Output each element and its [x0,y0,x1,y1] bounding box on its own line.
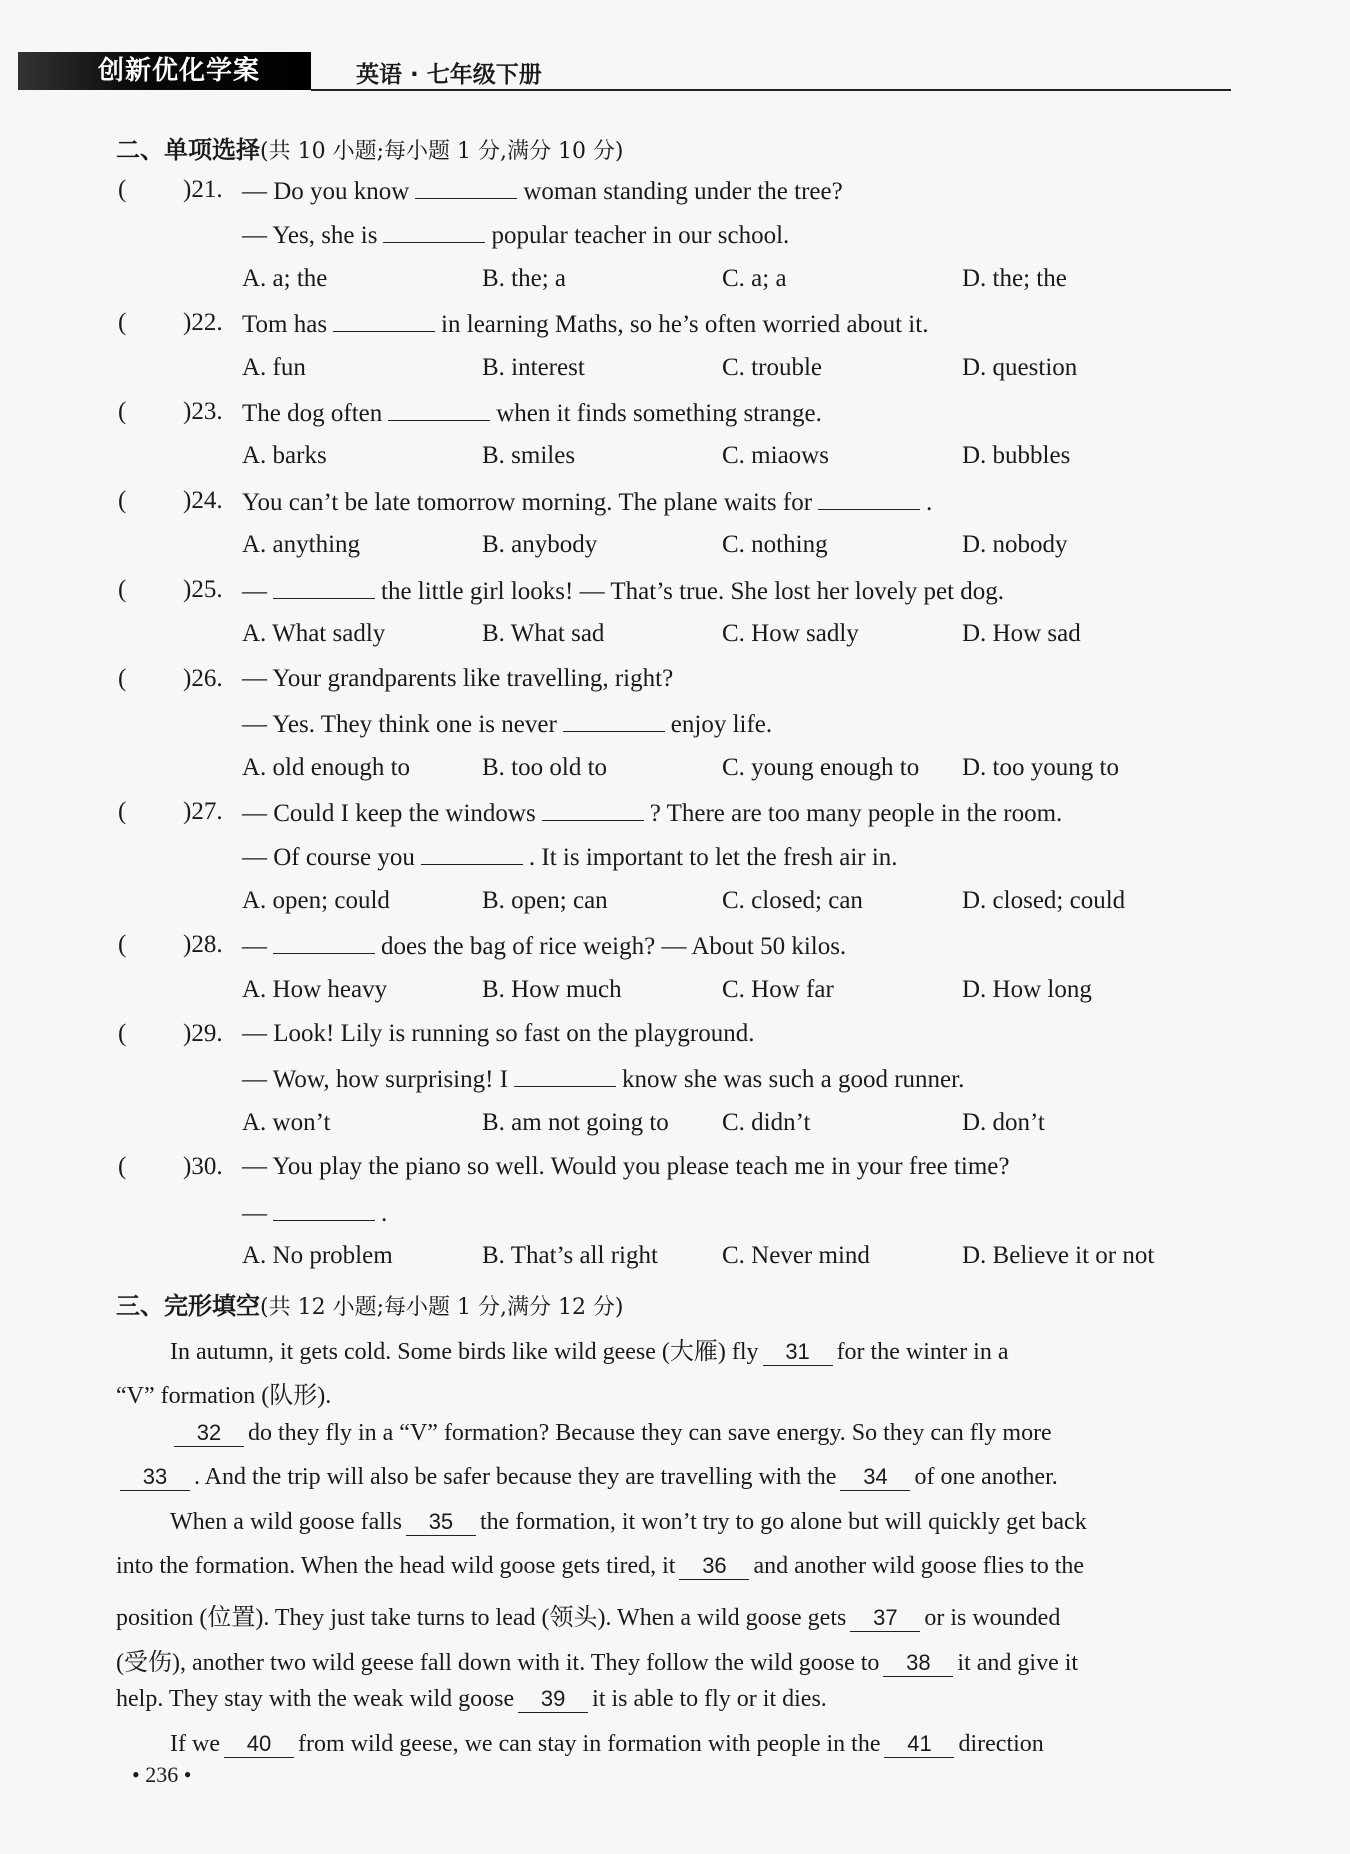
answer-paren[interactable]: ( [118,576,127,603]
option-d[interactable]: D. nobody [962,531,1068,558]
blank[interactable] [818,487,920,510]
cloze-blank-35[interactable]: 35 [406,1509,476,1536]
section-title-cloze: 三、完形填空(共 12 小题;每小题 1 分,满分 12 分) [116,1292,624,1320]
option-c[interactable]: C. didn’t [722,1109,811,1136]
question-line: Tom has in learning Maths, so he’s often worried about it. [242,311,929,338]
blank[interactable] [542,798,644,821]
blank[interactable] [273,931,375,954]
answer-paren[interactable]: ( [118,1020,127,1047]
option-a[interactable]: A. anything [242,531,361,558]
passage-line: If we 40 from wild geese, we can stay in formation with people in the 41 direction [170,1731,1044,1757]
cloze-blank-32[interactable]: 32 [174,1420,244,1447]
option-c[interactable]: C. young enough to [722,754,920,781]
option-a[interactable]: A. old enough to [242,754,411,781]
option-c[interactable]: C. How far [722,976,834,1003]
option-d[interactable]: D. bubbles [962,442,1071,469]
option-c[interactable]: C. nothing [722,531,828,558]
question-line: — Wow, how surprising! I know she was such a good runner. [242,1066,965,1093]
cloze-blank-37[interactable]: 37 [850,1605,920,1632]
answer-paren[interactable]: ( [118,309,127,336]
option-d[interactable]: D. question [962,354,1078,381]
blank[interactable] [333,309,435,332]
blank[interactable] [273,1198,375,1221]
question-line: — Your grandparents like travelling, right? [242,665,674,692]
page-header [18,52,1234,92]
passage-line: In autumn, it gets cold. Some birds like wild geese (大雁) fly 31 for the winter in a [170,1339,1009,1365]
passage-line: 33 . And the trip will also be safer because they are travelling with the 34 of one another. [116,1464,1216,1491]
answer-paren[interactable]: ( [118,176,127,203]
cloze-blank-41[interactable]: 41 [884,1731,954,1758]
option-c[interactable]: C. trouble [722,354,822,381]
option-a[interactable]: A. How heavy [242,976,388,1003]
passage-line: When a wild goose falls 35 the formation, it won’t try to go alone but will quickly get back [170,1509,1087,1535]
cloze-blank-36[interactable]: 36 [679,1553,749,1580]
option-b[interactable]: B. anybody [482,531,598,558]
option-a[interactable]: A. No problem [242,1242,393,1269]
section-title-multiple-choice: 二、单项选择(共 10 小题;每小题 1 分,满分 10 分) [116,136,624,164]
option-b[interactable]: B. interest [482,354,585,381]
option-d[interactable]: D. don’t [962,1109,1045,1136]
question-line: — You play the piano so well. Would you please teach me in your free time? [242,1153,1010,1180]
question-line: The dog often when it finds something strange. [242,400,822,427]
option-d[interactable]: D. the; the [962,265,1067,292]
option-b[interactable]: B. smiles [482,442,576,469]
option-d[interactable]: D. Believe it or not [962,1242,1155,1269]
question-line: — Look! Lily is running so fast on the playground. [242,1020,755,1047]
blank[interactable] [514,1064,616,1087]
answer-paren[interactable]: ( [118,665,127,692]
answer-paren[interactable]: ( [118,398,127,425]
option-b[interactable]: B. open; can [482,887,608,914]
passage-line: help. They stay with the weak wild goose 39 it is able to fly or it dies. [116,1686,827,1712]
page-number: • 236 • [132,1762,192,1787]
option-a[interactable]: A. fun [242,354,306,381]
question-line: — Yes, she is popular teacher in our school. [242,222,790,249]
option-c[interactable]: C. How sadly [722,620,859,647]
option-c[interactable]: C. miaows [722,442,829,469]
blank[interactable] [383,220,485,243]
option-d[interactable]: D. too young to [962,754,1119,781]
question-line: — the little girl looks! — That’s true. She lost her lovely pet dog. [242,578,1005,605]
blank[interactable] [415,176,517,199]
option-d[interactable]: D. closed; could [962,887,1126,914]
cloze-blank-33[interactable]: 33 [120,1464,190,1491]
cloze-blank-31[interactable]: 31 [763,1339,833,1366]
option-c[interactable]: C. Never mind [722,1242,870,1269]
passage-line: “V” formation (队形). [116,1383,332,1409]
option-b[interactable]: B. too old to [482,754,608,781]
question-line: — . [242,1200,388,1227]
option-c[interactable]: C. closed; can [722,887,863,914]
question-line: — Yes. They think one is never enjoy life. [242,711,773,738]
option-b[interactable]: B. am not going to [482,1109,669,1136]
blank[interactable] [421,842,523,865]
cloze-blank-40[interactable]: 40 [224,1731,294,1758]
option-b[interactable]: B. How much [482,976,622,1003]
option-b[interactable]: B. That’s all right [482,1242,658,1269]
option-d[interactable]: D. How long [962,976,1092,1003]
answer-paren[interactable]: ( [118,798,127,825]
question-line: — Could I keep the windows ? There are too many people in the room. [242,800,1063,827]
option-b[interactable]: B. What sad [482,620,605,647]
header-rule [311,89,1231,91]
answer-paren[interactable]: ( [118,487,127,514]
passage-line: 32 do they fly in a “V” formation? Because they can save energy. So they can fly more [170,1420,1270,1447]
brand-logo: 创新优化学案 [18,52,311,90]
option-a[interactable]: A. open; could [242,887,390,914]
option-a[interactable]: A. barks [242,442,327,469]
cloze-blank-34[interactable]: 34 [840,1464,910,1491]
blank[interactable] [563,709,665,732]
option-a[interactable]: A. What sadly [242,620,386,647]
question-line: — Do you know woman standing under the tree? [242,178,843,205]
passage-line: position (位置). They just take turns to lead (领头). When a wild goose gets 37 or is wounded [116,1605,1061,1631]
option-b[interactable]: B. the; a [482,265,567,292]
question-line: — does the bag of rice weigh? — About 50 kilos. [242,933,847,960]
question-line: — Of course you . It is important to let the fresh air in. [242,844,898,871]
option-c[interactable]: C. a; a [722,265,787,292]
question-line: You can’t be late tomorrow morning. The plane waits for . [242,489,933,516]
passage-line: into the formation. When the head wild goose gets tired, it 36 and another wild goose flies to the [116,1553,1085,1579]
cloze-blank-39[interactable]: 39 [518,1686,588,1713]
cloze-blank-38[interactable]: 38 [883,1650,953,1677]
subject-title: 英语 · 七年级下册 [356,62,542,88]
blank[interactable] [273,576,375,599]
passage-line: (受伤), another two wild geese fall down with it. They follow the wild goose to 38 it and give it [116,1650,1079,1676]
blank[interactable] [388,398,490,421]
option-d[interactable]: D. How sad [962,620,1081,647]
answer-paren[interactable]: ( [118,1153,127,1180]
answer-paren[interactable]: ( [118,931,127,958]
option-a[interactable]: A. won’t [242,1109,331,1136]
option-a[interactable]: A. a; the [242,265,328,292]
